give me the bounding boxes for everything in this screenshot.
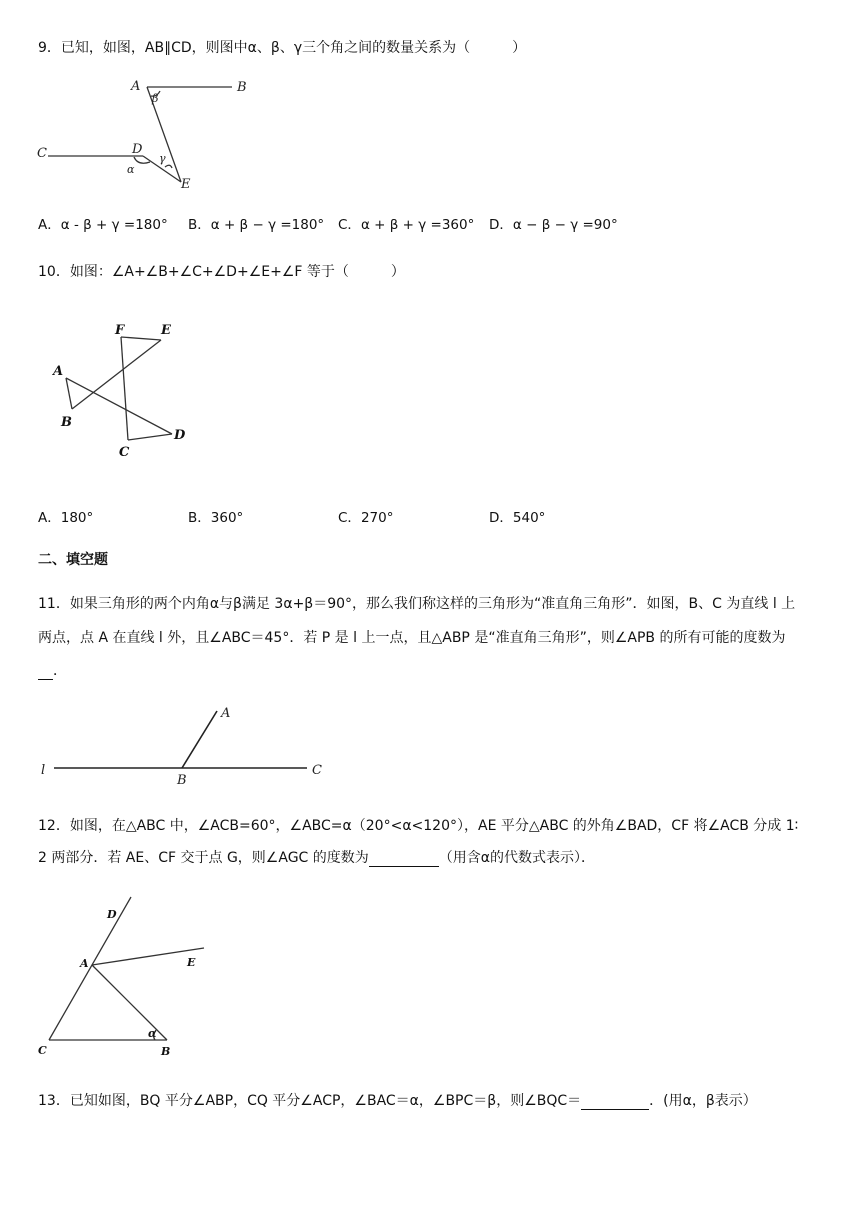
q12-line-dc [49, 897, 131, 1040]
q11-line-1: 11．如果三角形的两个内角α与β满足 3α+β＝90°，那么我们称这样的三角形为“准直角三角形”．如图，B、C 为直线 l 上 [38, 596, 796, 612]
q10-option-a: A．180° [38, 510, 94, 526]
q9-line-de [143, 156, 181, 182]
q10-label-a: A [53, 364, 64, 379]
q10-label-f: F [115, 323, 125, 338]
q12-label-b: B [161, 1045, 171, 1058]
q9-arc-beta [151, 91, 160, 96]
q10-option-d: D．540° [489, 510, 546, 526]
q11-line-ba [182, 711, 217, 768]
q9-stem: 9．已知，如图，AB∥CD，则图中α、β、γ三个角之间的数量关系为（ ） [38, 40, 527, 56]
q9-label-beta: β [152, 92, 159, 105]
q10-line-eb [72, 340, 161, 409]
q11-label-b: B [177, 773, 187, 788]
q11-line-3: ． [38, 660, 67, 680]
q9-option-a: A．α - β + γ =180° [38, 217, 168, 233]
q9-option-c: C．α + β + γ =360° [338, 217, 475, 233]
section-heading: 二、填空题 [38, 552, 108, 568]
q9-option-d: D．α − β − γ =90° [489, 217, 618, 233]
q10-line-fc [121, 337, 128, 440]
q9-label-d: D [132, 142, 143, 157]
q9-label-a: A [131, 79, 141, 94]
q12-line-ae [92, 948, 204, 965]
q9-line-ae [147, 87, 181, 182]
q10-option-c: C．270° [338, 510, 394, 526]
q11-label-a: A [221, 706, 231, 721]
q10-line-cd [128, 434, 172, 440]
q12-label-a: A [80, 957, 89, 970]
q13-answer-blank[interactable] [581, 1093, 649, 1110]
q10-stem: 10．如图：∠A+∠B+∠C+∠D+∠E+∠F 等于（ ） [38, 264, 405, 280]
q9-arc-gamma [165, 165, 172, 168]
q9-arc-alpha [134, 157, 150, 163]
q10-line-ab [66, 378, 72, 409]
q9-label-b: B [237, 80, 247, 95]
q10-line-fe [121, 337, 161, 340]
q11-label-l: l [41, 763, 46, 778]
q9-label-c: C [37, 146, 47, 161]
q11-answer-blank[interactable] [38, 663, 53, 680]
q10-label-d: D [174, 428, 186, 443]
q12-label-c: C [38, 1044, 47, 1057]
q12-label-d: D [107, 908, 117, 921]
q9-label-alpha: α [127, 163, 135, 176]
q9-label-gamma: γ [159, 152, 166, 165]
q10-label-b: B [61, 415, 72, 430]
q12-line-2: 2 两部分．若 AE、CF 交于点 G，则∠AGC 的度数为 （用含α的代数式表示）． [38, 850, 595, 866]
q12-arc-alpha [154, 1030, 156, 1040]
q13-stem: 13．已知如图，BQ 平分∠ABP，CQ 平分∠ACP，∠BAC＝α，∠BPC＝β，则∠BQC＝ ．(用α，β表示） [38, 1093, 757, 1109]
q11-label-c: C [312, 763, 322, 778]
q12-label-alpha: α [148, 1027, 157, 1040]
q10-line-ad [66, 378, 172, 434]
q12-line-ab [92, 965, 167, 1040]
q10-label-e: E [161, 323, 171, 338]
q9-label-e: E [181, 177, 191, 192]
q12-answer-blank[interactable] [369, 850, 439, 867]
q10-label-c: C [119, 445, 130, 460]
q9-option-b: B．α + β − γ =180° [188, 217, 325, 233]
q12-line-1: 12．如图，在△ABC 中，∠ACB=60°，∠ABC=α（20°<α<120°），AE 平分△ABC 的外角∠BAD，CF 将∠ACB 分成 1∶ [38, 818, 799, 834]
q12-label-e: E [187, 956, 196, 969]
q10-option-b: B．360° [188, 510, 244, 526]
q11-line-2: 两点，点 A 在直线 l 外，且∠ABC＝45°．若 P 是 l 上一点，且△ABP 是“准直角三角形”，则∠APB 的所有可能的度数为 [38, 630, 786, 646]
